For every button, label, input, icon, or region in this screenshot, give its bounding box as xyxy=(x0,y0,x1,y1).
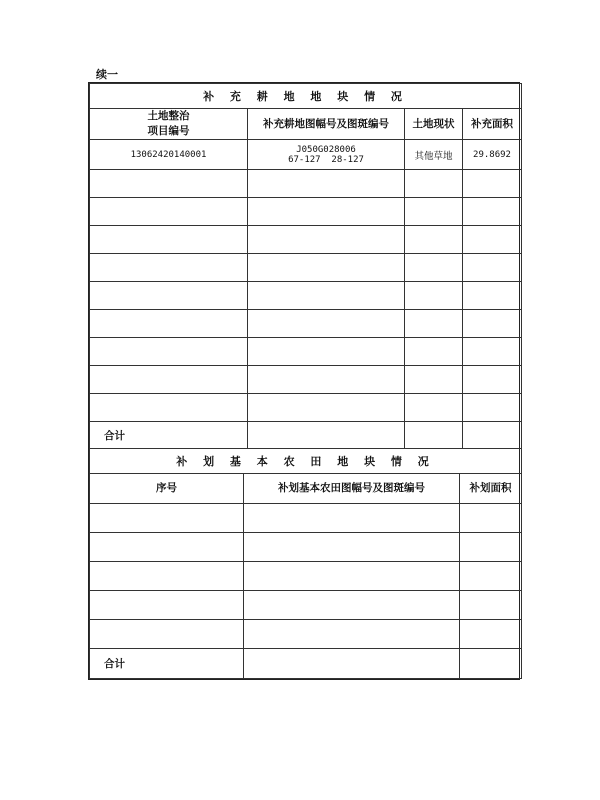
supplementary-farmland-table xyxy=(89,83,522,449)
section1-title: 补 充 耕 地 地 块 情 况 xyxy=(90,84,522,109)
cell-map-line1: J050G028006 xyxy=(296,144,356,155)
cell-map-line2: 67-127 28-127 xyxy=(288,154,364,165)
table-row xyxy=(90,562,522,591)
land-parcel-form xyxy=(88,82,520,680)
section2-header-row xyxy=(90,474,522,504)
header-seq: 序号 xyxy=(90,474,244,504)
section2-title-row xyxy=(90,449,522,474)
table-row xyxy=(90,338,522,366)
table-row xyxy=(90,620,522,649)
cell-map-ref xyxy=(248,140,405,170)
section1-header-row xyxy=(90,109,522,140)
cell-land-status: 其他草地 xyxy=(405,140,463,170)
header-basic-area: 补划面积 xyxy=(460,474,522,504)
header-land-status: 土地现状 xyxy=(405,109,463,140)
table-row xyxy=(90,226,522,254)
table-row xyxy=(90,198,522,226)
table-row xyxy=(90,310,522,338)
header-project-line1: 土地整治 xyxy=(147,110,190,122)
header-project-line2: 项目编号 xyxy=(147,125,190,137)
header-project-no xyxy=(90,109,248,140)
supplementary-basic-farmland-table xyxy=(89,449,522,679)
section1-title-row xyxy=(90,84,522,109)
table-row xyxy=(90,591,522,620)
section1-total-row xyxy=(90,422,522,449)
table-row xyxy=(90,254,522,282)
section2-title: 补 划 基 本 农 田 地 块 情 况 xyxy=(90,449,522,474)
cell-area: 29.8692 xyxy=(463,140,522,170)
header-area: 补充面积 xyxy=(463,109,522,140)
table-row xyxy=(90,504,522,533)
table-row xyxy=(90,170,522,198)
table-row xyxy=(90,366,522,394)
section2-total-row xyxy=(90,649,522,679)
header-map-ref: 补充耕地图幅号及图斑编号 xyxy=(248,109,405,140)
section2-total-label: 合计 xyxy=(90,649,244,679)
table-row xyxy=(90,140,522,170)
header-basic-map-ref: 补划基本农田图幅号及图斑编号 xyxy=(244,474,460,504)
continuation-label: 续一 xyxy=(96,68,118,81)
cell-project-no: 13062420140001 xyxy=(90,140,248,170)
table-row xyxy=(90,394,522,422)
section1-total-label: 合计 xyxy=(90,422,248,449)
table-row xyxy=(90,533,522,562)
table-row xyxy=(90,282,522,310)
